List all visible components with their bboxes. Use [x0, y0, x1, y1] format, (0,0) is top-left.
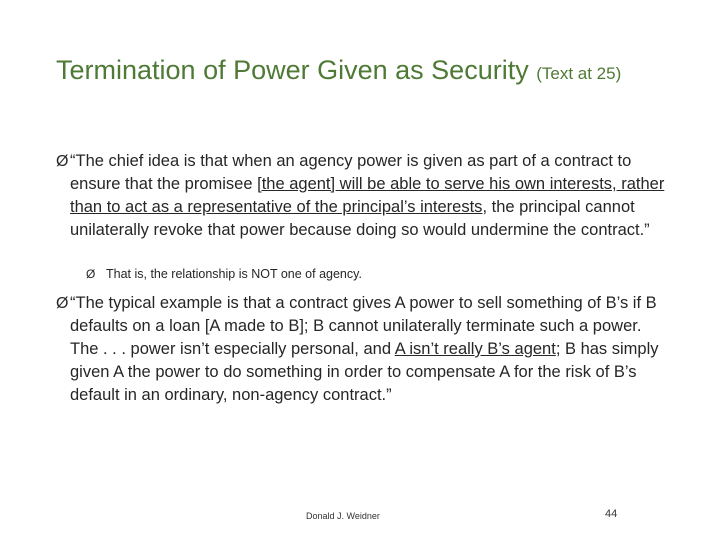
bullet-1-text-a: “The chief idea is that when an agency power is given as part of a contract to ensure that the promisee — [70, 152, 632, 193]
bullet-2-text-a: “The typical example is that a contract gives A power to sell something of B’s if B defaults on a loan [A made to B]; B cannot unilaterally terminate such a power. The . . . power isn’t especially personal, and — [70, 294, 657, 358]
bullet-1-underlined: [the agent] will be able to serve his own interests, rather than to act as a representative of the principal’s interests — [70, 175, 665, 216]
slide-title — [56, 52, 686, 92]
sub-bullet — [86, 265, 666, 283]
bullet-2 — [56, 292, 670, 407]
page-number: 44 — [605, 508, 618, 520]
arrow-sub-bullet-icon: Ø — [86, 267, 96, 281]
title-main: Termination of Power Given as Security — [56, 55, 529, 85]
arrow-bullet-icon: Ø — [56, 295, 69, 312]
footer-author: Donald J. Weidner — [306, 511, 380, 521]
bullet-1-text-b: , the principal cannot unilaterally revoke that power because doing so would undermine the contract.” — [70, 198, 650, 239]
title-note: (Text at 25) — [536, 64, 622, 83]
bullet-2-underlined: A isn’t really B’s agent — [394, 340, 556, 358]
arrow-bullet-icon: Ø — [56, 153, 69, 170]
sub-bullet-text: That is, the relationship is NOT one of agency. — [106, 267, 362, 281]
bullet-1 — [56, 150, 670, 242]
bullet-2-text-b: ; B has simply given A the power to do something in order to compensate A for the risk of B’s default in an ordinary, non-agency contract.” — [70, 340, 659, 404]
